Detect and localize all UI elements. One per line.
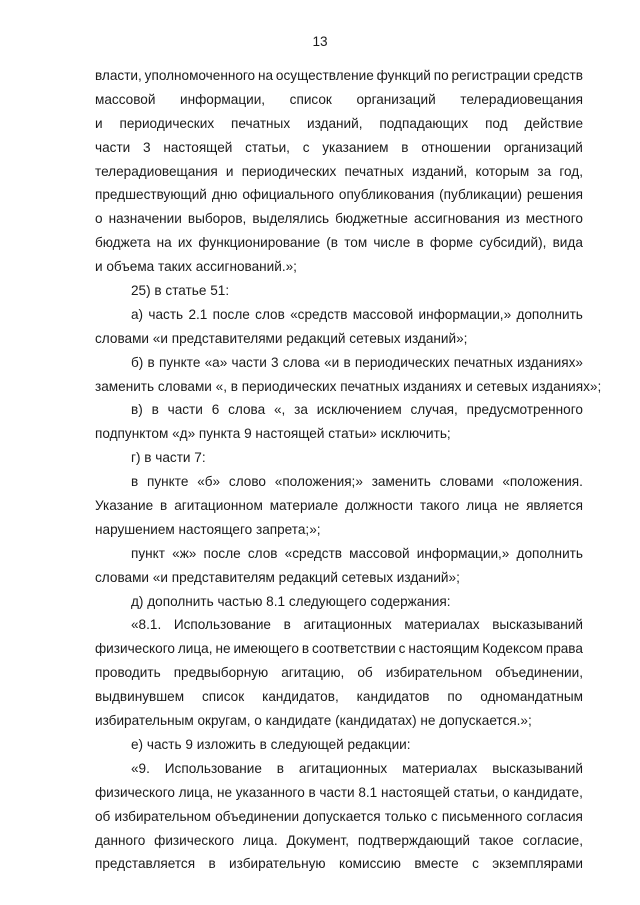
word: лица	[466, 498, 498, 514]
word: имеющего	[233, 641, 299, 657]
word: дополнить	[516, 306, 583, 322]
word: дню	[211, 187, 238, 203]
word: допускается	[303, 808, 381, 824]
word: с	[430, 808, 438, 824]
word: регистрации	[451, 68, 531, 83]
word: бюджетные	[335, 211, 408, 227]
word: слова	[282, 354, 320, 370]
text-line: д) дополнить частью 8.1 следующего содержания:	[131, 593, 451, 609]
word: 3	[143, 139, 151, 155]
word: том	[344, 235, 368, 251]
word: субсидий),	[479, 235, 547, 251]
word: на	[257, 68, 274, 83]
word: статьи,	[453, 784, 499, 800]
word: список	[201, 689, 245, 705]
word: «8.1.	[131, 617, 162, 633]
text-line	[95, 160, 583, 184]
word: комиссию	[338, 856, 401, 872]
text-line: словами «и представителями редакций сетевых изданий»;	[95, 330, 468, 346]
word: опубликования	[338, 187, 435, 203]
word: агитационном	[174, 498, 263, 514]
word: одномандатным	[480, 689, 583, 705]
word: «а»	[204, 354, 228, 370]
word: согласия	[526, 808, 583, 824]
word: такого	[419, 498, 460, 514]
word: из	[505, 211, 520, 227]
word: слов	[247, 545, 278, 561]
word: представляется	[95, 856, 196, 872]
word: телерадиовещания	[95, 163, 218, 179]
word: по	[433, 68, 449, 83]
word: пункте	[159, 354, 201, 370]
word: информации,	[180, 91, 266, 107]
word: год,	[559, 163, 583, 179]
text-line: 25) в статье 51:	[131, 283, 230, 299]
word: «средств	[284, 545, 343, 561]
text-line: подпунктом «д» пункта 9 настоящей статьи» исключить;	[95, 426, 451, 442]
word: объединении	[215, 808, 300, 824]
word: по	[447, 689, 463, 705]
word: (публикации)	[439, 187, 522, 203]
word: предусмотренного	[466, 402, 583, 418]
word: такое	[478, 832, 514, 848]
word: форме	[429, 235, 474, 251]
word: выборов,	[187, 211, 247, 227]
word: экземплярами	[492, 856, 583, 872]
word: информации,»	[418, 306, 512, 322]
word: о	[95, 211, 103, 227]
word: слов	[255, 306, 285, 322]
word: кандидате,	[513, 784, 583, 800]
text-line	[95, 685, 583, 709]
word: «положения.	[502, 474, 583, 490]
word: соответствии	[312, 641, 396, 657]
text-line	[95, 637, 583, 661]
word: после	[212, 306, 250, 322]
word: высказываний	[492, 760, 583, 776]
word: Указание	[95, 498, 154, 514]
text-line: и объема таких ассигнований.»;	[95, 259, 297, 275]
word: в	[160, 498, 168, 514]
word: Использование	[164, 760, 262, 776]
word: настоящей	[380, 784, 450, 800]
page-number: 13	[312, 34, 328, 49]
word: 3	[271, 354, 279, 370]
word: «,	[273, 402, 286, 418]
word: агитационных	[303, 617, 392, 633]
word: данного	[95, 832, 146, 848]
word: с	[398, 641, 406, 657]
text-line	[95, 112, 583, 136]
word: ассигнования	[414, 211, 500, 227]
word: избирательном	[385, 665, 483, 681]
word: статьи,	[245, 139, 290, 155]
text-line	[95, 88, 583, 112]
word: 6	[211, 402, 220, 418]
word: не	[215, 641, 231, 657]
word: периодических	[354, 354, 450, 370]
word: материалах	[404, 617, 480, 633]
word: объединении,	[495, 665, 583, 681]
text-line	[95, 805, 583, 829]
word: изданиях»	[517, 354, 583, 370]
word: лица,	[177, 641, 213, 657]
word: функций	[376, 68, 431, 83]
text-line	[95, 781, 583, 805]
word: в	[208, 856, 216, 872]
text-line: словами «и представителям редакций сетевых изданий»;	[95, 569, 460, 585]
word: лица,	[178, 784, 214, 800]
word: «9.	[131, 760, 150, 776]
text-line: избирательным округам, о кандидате (кандидатах) не допускается.»;	[95, 713, 532, 729]
word: части	[95, 139, 131, 155]
text-line	[95, 64, 583, 88]
word: «положения;»	[274, 474, 363, 490]
document-body	[95, 64, 602, 876]
word: осуществление	[275, 68, 374, 83]
word: а)	[131, 306, 144, 322]
word: выдвинувшем	[95, 689, 185, 705]
word: в)	[131, 402, 143, 418]
word: функционирование	[198, 235, 321, 251]
text-line	[95, 303, 583, 327]
word: периодических	[241, 163, 337, 179]
text-line: г) в части 7:	[131, 450, 206, 466]
word: за	[537, 163, 552, 179]
word: физического	[95, 641, 175, 657]
word: официального	[242, 187, 334, 203]
text-line	[95, 351, 583, 375]
word: и	[95, 115, 103, 131]
text-line	[95, 542, 583, 566]
word: предвыборную	[173, 665, 269, 681]
word: избирательную	[229, 856, 326, 872]
word: изданий,	[307, 115, 363, 131]
word: слово	[228, 474, 266, 490]
text-line	[95, 398, 583, 422]
word: избирательном	[114, 808, 211, 824]
word: исключением	[316, 402, 402, 418]
word: массовой	[352, 306, 414, 322]
word: в	[416, 235, 424, 251]
word: об	[95, 808, 111, 824]
word: информации,»	[416, 545, 510, 561]
word: телерадиовещания	[460, 91, 583, 107]
word: настоящим	[408, 641, 480, 657]
word: «средств	[290, 306, 348, 322]
word: числе	[373, 235, 411, 251]
word: в	[301, 641, 310, 657]
word: права	[545, 641, 583, 657]
text-line	[95, 829, 583, 853]
word: о	[502, 784, 510, 800]
word: за	[294, 402, 308, 418]
word: словами	[439, 474, 494, 490]
text-line	[95, 757, 583, 781]
word: пункте	[147, 474, 189, 490]
word: физического	[95, 784, 175, 800]
word: не	[504, 498, 520, 514]
word: части	[319, 784, 355, 800]
word: печатных	[344, 163, 404, 179]
text-line: нарушением настоящего запрета;»;	[95, 521, 321, 537]
word: власти,	[95, 68, 142, 83]
word: «ж»	[172, 545, 197, 561]
text-line: е) часть 9 изложить в следующей редакции:	[131, 736, 411, 752]
word: проводить	[95, 665, 161, 681]
word: организаций	[356, 91, 436, 107]
word: письменного	[441, 808, 523, 824]
word: должности	[345, 498, 413, 514]
word: периодических	[119, 115, 215, 131]
text-line	[95, 136, 583, 160]
word: дополнить	[516, 545, 583, 561]
word: «б»	[197, 474, 221, 490]
word: в	[131, 474, 139, 490]
word: кандидатов	[356, 689, 430, 705]
word: кандидатов,	[262, 689, 339, 705]
word: в	[147, 354, 155, 370]
word: уполномоченного	[144, 68, 256, 83]
word: только	[384, 808, 427, 824]
word: 8.1	[358, 784, 378, 800]
word: вида	[552, 235, 583, 251]
word: действие	[524, 115, 583, 131]
word: которым	[475, 163, 530, 179]
word: под	[485, 115, 508, 131]
word: средств	[533, 68, 583, 83]
word: список	[289, 91, 332, 107]
text-line: заменить словами «, в периодических печатных изданиях и сетевых изданиях»;	[95, 378, 602, 394]
text-line	[95, 207, 583, 231]
word: в	[343, 354, 351, 370]
word: материалах	[402, 760, 478, 776]
word: массовой	[95, 91, 156, 107]
word: агитационных	[298, 760, 388, 776]
word: после	[203, 545, 241, 561]
word: случая,	[410, 402, 458, 418]
word: на	[156, 235, 172, 251]
word: подтверждающий	[357, 832, 471, 848]
word: высказываний	[492, 617, 583, 633]
word: физического	[154, 832, 235, 848]
word: слова	[228, 402, 266, 418]
word: назначении	[108, 211, 182, 227]
word: является	[526, 498, 583, 514]
text-line	[95, 613, 583, 637]
word: в	[151, 402, 159, 418]
word: часть	[148, 306, 184, 322]
word: 2.1	[188, 306, 208, 322]
text-line	[95, 231, 583, 255]
word: согласие,	[522, 832, 583, 848]
word: выделялись	[252, 211, 330, 227]
word: части	[231, 354, 267, 370]
word: настоящей	[163, 139, 233, 155]
word: Кодексом	[482, 641, 543, 657]
word: части	[167, 402, 203, 418]
word: их	[177, 235, 193, 251]
word: об	[357, 665, 373, 681]
text-line	[95, 183, 583, 207]
word: в	[276, 760, 285, 776]
word: (в	[326, 235, 339, 251]
text-line	[95, 494, 583, 518]
word: лица.	[242, 832, 278, 848]
word: печатных	[453, 354, 513, 370]
word: Использование	[173, 617, 271, 633]
word: подпадающих	[379, 115, 469, 131]
word: указанием	[322, 139, 389, 155]
word: изданий,	[411, 163, 468, 179]
text-line	[95, 852, 583, 876]
word: предшествующий	[95, 187, 207, 203]
word: местного	[525, 211, 583, 227]
word: материале	[269, 498, 339, 514]
word: отношении	[421, 139, 491, 155]
word: массовой	[349, 545, 410, 561]
word: агитацию,	[281, 665, 345, 681]
word: не	[216, 784, 233, 800]
word: и	[225, 163, 234, 179]
word: организаций	[503, 139, 583, 155]
word: решения	[526, 187, 583, 203]
word: в	[283, 617, 291, 633]
word: с	[472, 856, 479, 872]
word: указанного	[235, 784, 305, 800]
text-line	[95, 470, 583, 494]
word: пункт	[131, 545, 165, 561]
word: вместе	[414, 856, 459, 872]
word: в	[401, 139, 409, 155]
word: заменить	[371, 474, 431, 490]
word: в	[308, 784, 316, 800]
text-line	[95, 661, 583, 685]
word: «и	[324, 354, 340, 370]
word: бюджета	[95, 235, 151, 251]
word: с	[302, 139, 310, 155]
word: б)	[131, 354, 144, 370]
word: печатных	[231, 115, 291, 131]
word: Документ,	[286, 832, 350, 848]
